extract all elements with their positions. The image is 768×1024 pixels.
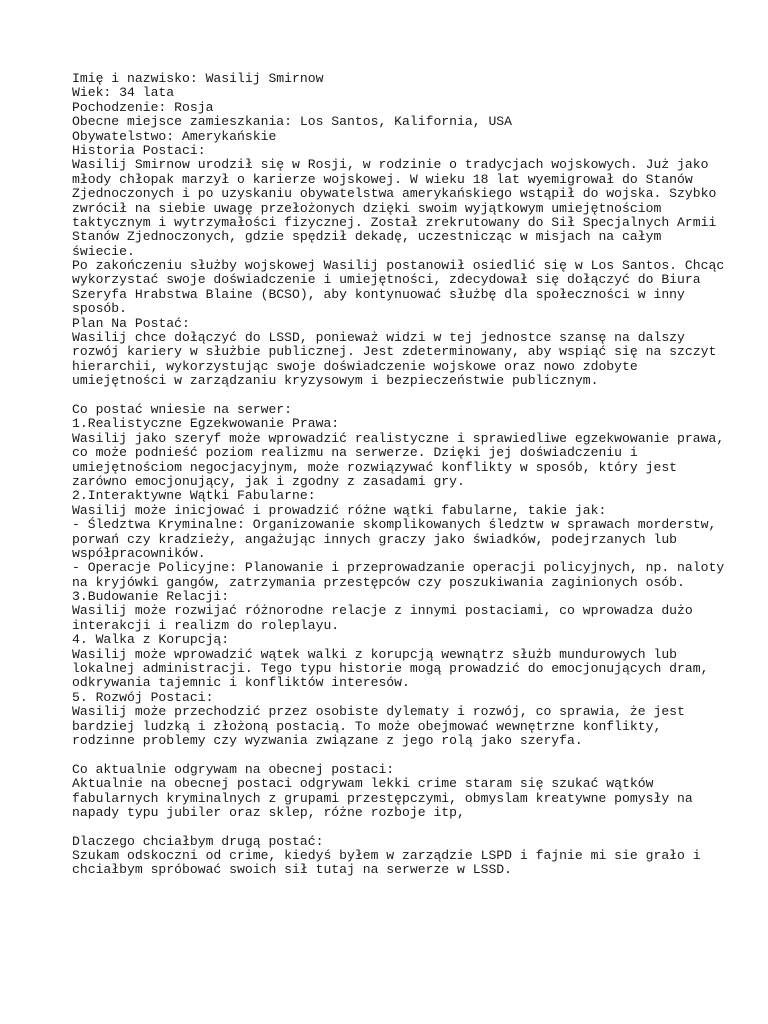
text-line: Wasilij może rozwijać różnorodne relacje z innymi postaciami, co wprowadza dużo bbox=[72, 603, 693, 619]
blank-line bbox=[72, 748, 712, 762]
text-line: co może podnieść poziom realizmu na serwerze. Dzięki jej doświadczeniu i bbox=[72, 445, 638, 461]
text-line: Wasilij może wprowadzić wątek walki z korupcją wewnątrz służb mundurowych lub bbox=[72, 646, 678, 662]
text-line: odkrywania tajemnic i konfliktów interesów. bbox=[72, 675, 410, 691]
text-line: 2.Interaktywne Wątki Fabularne: bbox=[72, 488, 316, 504]
text-line: Szukam odskoczni od crime, kiedyś byłem w zarządzie LSPD i fajnie mi sie grało i bbox=[72, 848, 701, 864]
text-line: umiejętności w zarządzaniu kryzysowym i bezpieczeństwie publicznym. bbox=[72, 373, 599, 389]
text-line: 1.Realistyczne Egzekwowanie Prawa: bbox=[72, 416, 340, 432]
text-line: świecie. bbox=[72, 243, 135, 259]
text-line: Co postać wniesie na serwer: bbox=[72, 401, 293, 417]
document-page bbox=[72, 71, 725, 878]
text-line: Wasilij Smirnow urodził się w Rosji, w rodzinie o tradycjach wojskowych. Już jako bbox=[72, 157, 709, 173]
blank-line bbox=[72, 820, 712, 834]
text-line: hierarchii, wykorzystując swoje doświadczenie wojskowe oraz nowo zdobyte bbox=[72, 358, 638, 374]
text-line: na kryjówki gangów, zatrzymania przestępców czy poszukiwania zaginionych osób. bbox=[72, 574, 685, 590]
text-line: taktycznym i wytrzymałości fizycznej. Został zrekrutowany do Sił Specjalnych Armii bbox=[72, 214, 717, 230]
text-line: Co aktualnie odgrywam na obecnej postaci: bbox=[72, 761, 395, 777]
text-line: Obecne miejsce zamieszkania: Los Santos, Kalifornia, USA bbox=[72, 114, 513, 130]
text-line: zwrócił na siebie uwagę przełożonych dzięki swoim wyjątkowym umiejętnościom bbox=[72, 200, 662, 216]
text-line: Wasilij jako szeryf może wprowadzić realistyczne i sprawiedliwe egzekwowanie prawa, bbox=[72, 430, 725, 446]
text-line: fabularnych kryminalnych z grupami przestępczymi, obmyslam kreatywne pomysły na bbox=[72, 790, 693, 806]
text-line: Historia Postaci: bbox=[72, 142, 206, 158]
text-line: Wasilij może przechodzić przez osobiste dylematy i rozwój, co sprawia, że jest bbox=[72, 704, 685, 720]
text-line: Aktualnie na obecnej postaci odgrywam lekki crime staram się szukać wątków bbox=[72, 776, 654, 792]
text-line: Szeryfa Hrabstwa Blaine (BCSO), aby kontynuować służbę dla społeczności w inny bbox=[72, 286, 685, 302]
text-line: - Operacje Policyjne: Planowanie i przeprowadzanie operacji policyjnych, np. naloty bbox=[72, 560, 725, 576]
text-line: umiejętnościom negocjacyjnym, może rozwiązywać konflikty w sposób, który jest bbox=[72, 459, 678, 475]
text-line: 5. Rozwój Postaci: bbox=[72, 689, 214, 705]
text-line: Stanów Zjednoczonych, gdzie spędził dekadę, uczestnicząc w misjach na całym bbox=[72, 229, 662, 245]
text-line: bardziej ludzką i złożoną postacią. To może obejmować wewnętrzne konflikty, bbox=[72, 718, 662, 734]
text-line: wykorzystać swoje doświadczenie i umiejętności, zdecydował się dołączyć do Biura bbox=[72, 272, 701, 288]
text-line: Pochodzenie: Rosja bbox=[72, 99, 214, 115]
blank-line bbox=[72, 389, 712, 403]
text-line: lokalnej administracji. Tego typu historie mogą prowadzić do emocjonujących dram, bbox=[72, 661, 709, 677]
text-line: Zjednoczonych i po uzyskaniu obywatelstwa amerykańskiego wstąpił do wojska. Szybko bbox=[72, 186, 717, 202]
text-line: 4. Walka z Korupcją: bbox=[72, 632, 230, 648]
text-line: sposób. bbox=[72, 301, 128, 317]
text-line: 3.Budowanie Relacji: bbox=[72, 589, 230, 605]
text-line: Obywatelstwo: Amerykańskie bbox=[72, 128, 277, 144]
text-line: Dlaczego chciałbym drugą postać: bbox=[72, 833, 324, 849]
text-line: Plan Na Postać: bbox=[72, 315, 190, 331]
text-line: porwań czy kradzieży, angażując innych graczy jako świadków, podejrzanych lub bbox=[72, 531, 678, 547]
text-line: współpracowników. bbox=[72, 545, 206, 561]
text-line: Imię i nazwisko: Wasilij Smirnow bbox=[72, 71, 324, 86]
text-line: napady typu jubiler oraz sklep, różne rozboje itp, bbox=[72, 804, 465, 820]
text-line: Po zakończeniu służby wojskowej Wasilij postanowił osiedlić się w Los Santos. Chcąc bbox=[72, 258, 725, 274]
text-line: młody chłopak marzył o karierze wojskowej. W wieku 18 lat wyemigrował do Stanów bbox=[72, 171, 693, 187]
text-line: interakcji i realizm do roleplayu. bbox=[72, 617, 340, 633]
text-line: rozwój kariery w służbie publicznej. Jest zdeterminowany, aby wspiąć się na szczyt bbox=[72, 344, 717, 360]
text-line: Wasilij chce dołączyć do LSSD, ponieważ widzi w tej jednostce szansę na dalszy bbox=[72, 330, 685, 346]
text-line: zarówno emocjonujący, jak i zgodny z zasadami gry. bbox=[72, 473, 465, 489]
text-line: Wiek: 34 lata bbox=[72, 85, 175, 101]
text-line: Wasilij może inicjować i prowadzić różne wątki fabularne, takie jak: bbox=[72, 502, 607, 518]
text-line: - Śledztwa Kryminalne: Organizowanie skomplikowanych śledztw w sprawach morderstw, bbox=[72, 517, 717, 533]
text-line: rodzinne problemy czy wyzwania związane z jego rolą jako szeryfa. bbox=[72, 732, 583, 748]
text-line: chciałbym spróbować swoich sił tutaj na serwerze w LSSD. bbox=[72, 862, 513, 878]
